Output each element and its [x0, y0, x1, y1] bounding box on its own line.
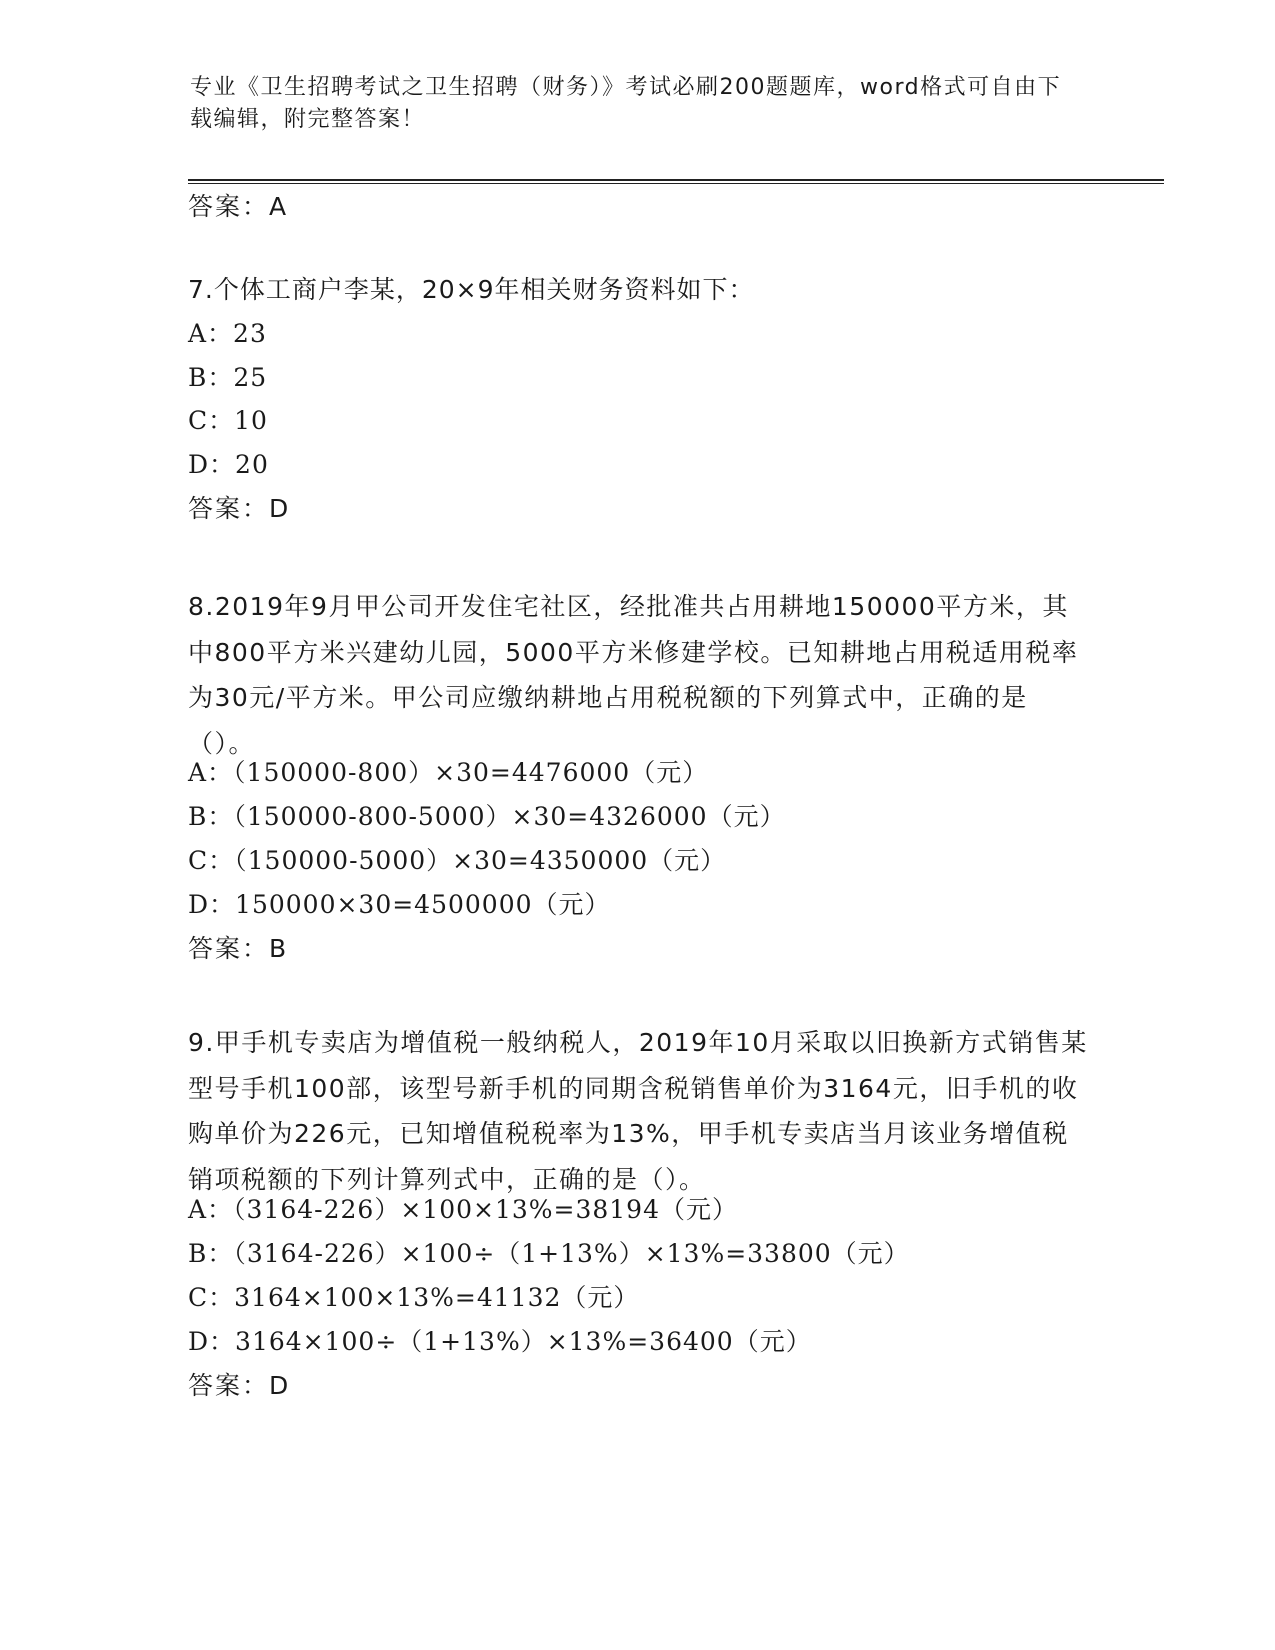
question-9-answer: 答案：D	[188, 1371, 291, 1400]
question-8-option-c: C：（150000-5000）×30=4350000（元）	[188, 846, 727, 875]
question-8-option-a: A：（150000-800）×30=4476000（元）	[188, 758, 709, 787]
question-7-stem: 7.个体工商户李某，20×9年相关财务资料如下：	[188, 275, 755, 304]
question-9-option-c: C：3164×100×13%=41132（元）	[188, 1283, 640, 1312]
question-9-option-d: D：3164×100÷（1+13%）×13%=36400（元）	[188, 1327, 812, 1356]
question-8-stem: 8.2019年9月甲公司开发住宅社区，经批准共占用耕地150000平方米，其中800平方米兴建幼儿园，5000平方米修建学校。已知耕地占用税适用税率为30元/平方米。甲公司应缴纳耕地占用税税额的下列算式中，正确的是（）。	[188, 592, 1079, 758]
question-7-option-a: A：23	[188, 319, 267, 348]
previous-answer: 答案：A	[188, 192, 289, 221]
question-8-option-b: B：（150000-800-5000）×30=4326000（元）	[188, 802, 786, 831]
question-7-option-d: D：20	[188, 450, 269, 479]
header-divider-thin	[188, 183, 1164, 184]
question-7-option-b: B：25	[188, 363, 268, 392]
question-9-option-b: B：（3164-226）×100÷（1+13%）×13%=33800（元）	[188, 1239, 910, 1268]
header-divider	[188, 179, 1164, 181]
question-7-option-c: C：10	[188, 406, 268, 435]
question-9-option-a: A：（3164-226）×100×13%=38194（元）	[188, 1195, 738, 1224]
question-8-option-d: D：150000×30=4500000（元）	[188, 890, 611, 919]
document-header: 专业《卫生招聘考试之卫生招聘（财务）》考试必刷200题题库，word格式可自由下载编辑，附完整答案！	[190, 75, 1062, 132]
question-7-answer: 答案：D	[188, 494, 291, 523]
question-8-answer: 答案：B	[188, 934, 289, 963]
question-9-stem: 9.甲手机专卖店为增值税一般纳税人，2019年10月采取以旧换新方式销售某型号手机100部，该型号新手机的同期含税销售单价为3164元，旧手机的收购单价为226元，已知增值税税率为13%，甲手机专卖店当月该业务增值税销项税额的下列计算列式中，正确的是（）。	[188, 1028, 1088, 1194]
